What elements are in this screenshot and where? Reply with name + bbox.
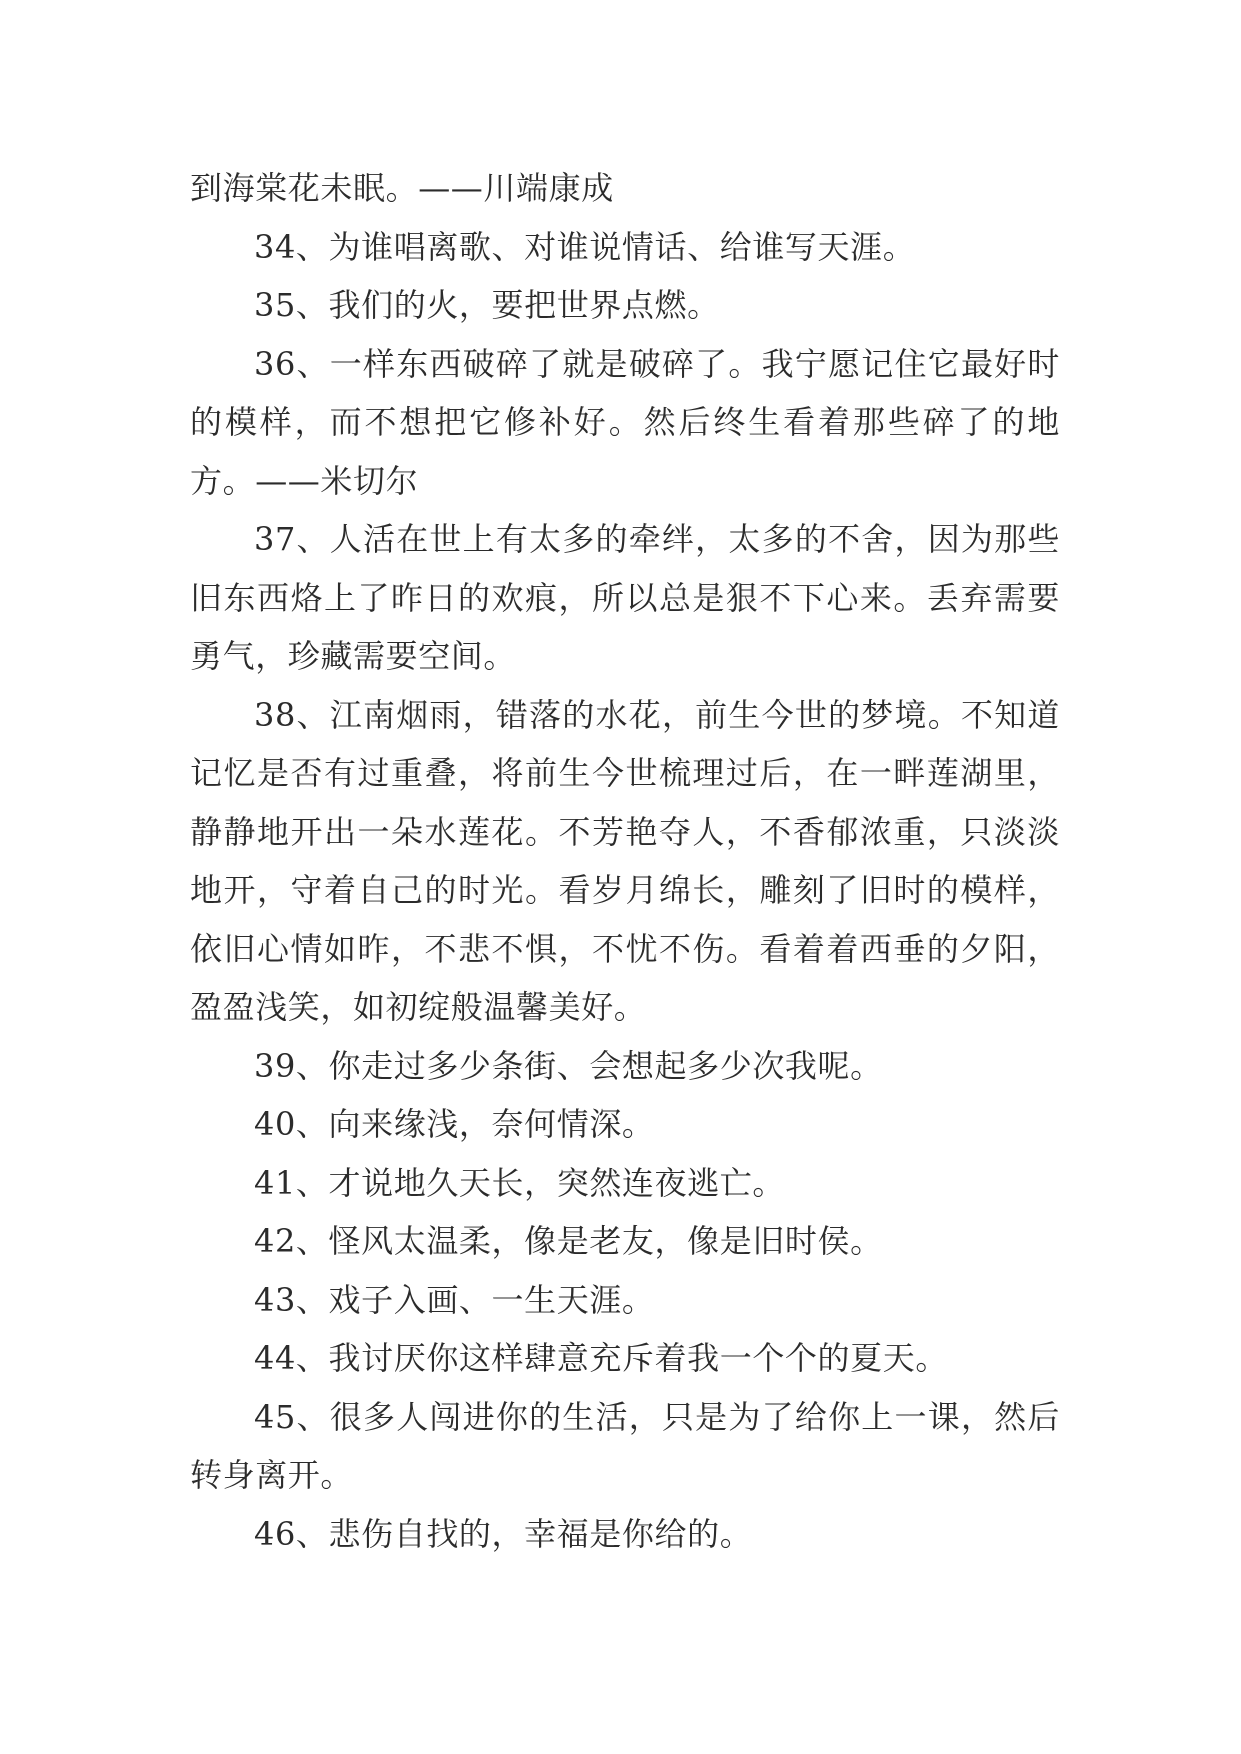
quote-paragraph-39: 39、你走过多少条街、会想起多少次我呢。 bbox=[254, 1046, 883, 1085]
quote-paragraph-40: 40、向来缘浅，奈何情深。 bbox=[254, 1105, 655, 1143]
quote-paragraph-42: 42、怪风太温柔，像是老友，像是旧时侯。 bbox=[254, 1222, 883, 1260]
quote-paragraph-34: 34、为谁唱离歌、对谁说情话、给谁写天涯。 bbox=[254, 227, 916, 266]
quote-paragraph-44: 44、我讨厌你这样肆意充斥着我一个个的夏天。 bbox=[254, 1339, 948, 1377]
quote-paragraph-43: 43、戏子入画、一生天涯。 bbox=[254, 1280, 655, 1319]
quote-paragraph-45: 45、很多人闯进你的生活，只是为了给你上一课，然后转身离开。 bbox=[190, 1397, 1060, 1494]
paragraph-continuation: 到海棠花未眠。——川端康成 bbox=[190, 169, 614, 207]
quote-paragraph-35: 35、我们的火，要把世界点燃。 bbox=[254, 286, 720, 324]
document-body bbox=[190, 159, 1060, 1563]
quote-paragraph-36: 36、一样东西破碎了就是破碎了。我宁愿记住它最好时的模样，而不想把它修补好。然后终生看着那些碎了的地方。——米切尔 bbox=[190, 344, 1060, 500]
quote-paragraph-41: 41、才说地久天长，突然连夜逃亡。 bbox=[254, 1163, 785, 1202]
quote-paragraph-38: 38、江南烟雨，错落的水花，前生今世的梦境。不知道记忆是否有过重叠，将前生今世梳理过后，在一畔莲湖里，静静地开出一朵水莲花。不芳艳夺人，不香郁浓重，只淡淡地开，守着自己的时光。看岁月绵长，雕刻了旧时的模样，依旧心情如昨，不悲不惧，不忧不伤。看着着西垂的夕阳，盈盈浅笑，如初绽般温馨美好。 bbox=[190, 695, 1060, 1026]
quote-paragraph-37: 37、人活在世上有太多的牵绊，太多的不舍，因为那些旧东西烙上了昨日的欢痕，所以总是狠不下心来。丢弃需要勇气，珍藏需要空间。 bbox=[190, 520, 1060, 675]
quote-paragraph-46: 46、悲伤自找的，幸福是你给的。 bbox=[254, 1514, 753, 1553]
